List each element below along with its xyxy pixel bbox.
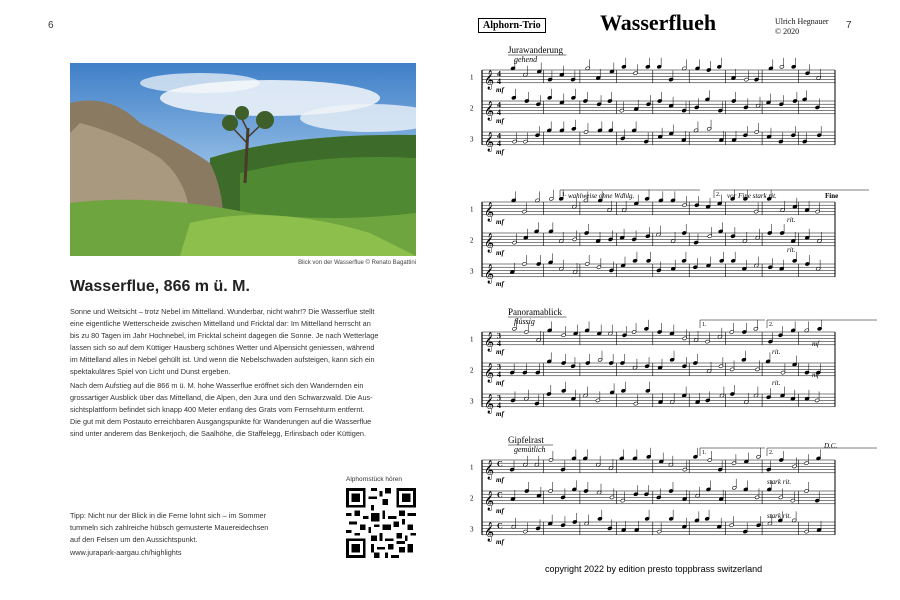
time-signature: 4 [497,369,501,379]
dynamic-marking: mf [496,248,504,257]
score-annotation: D.C. [824,442,838,450]
dynamic-marking: mf [496,279,504,288]
dynamic-marking: mf [496,116,504,125]
text-line: lassen sich so auf dem Küttiger Hausberg schönes Wetter und Alpensicht geniessen, während [70,343,375,352]
treble-clef: 𝄞 [484,100,495,120]
treble-clef: 𝄞 [484,362,495,382]
text-line: eine eigentliche Wetterscheide zwischen Mittelland und Fricktal dar: Im Mittelland herrscht an [70,319,371,328]
volta-number: 1. [702,450,707,456]
score-annotation: rit. [772,348,781,356]
volta-number: 2. [716,192,721,198]
volta-bracket [767,320,877,328]
qr-code[interactable] [346,488,416,558]
text-line: sichtsplattform befindet sich knapp 400 Meter entlang des Grats vom Fernsehturm entfernt. [70,405,365,414]
right-page-number: 7 [846,20,852,31]
dynamic-marking: mf [496,347,504,356]
text-line: Sonne und Weitsicht – trotz Nebel im Mittelland. Wunderbar, nicht wahr!? Die Wasserflue stellt [70,307,375,316]
text-line: Nach dem Aufstieg auf die 866 m ü. M. hohe Wasserflue eröffnet sich den Wandernden ein [70,381,364,390]
text-line: Die gut mit dem Postauto erreichbaren Ausgangspunkte für Wanderungen auf die Wasserflue [70,417,372,426]
staff-number: 3 [470,525,474,534]
dynamic-marking: mf [496,147,504,156]
dynamic-marking: mf [496,475,504,484]
treble-clef: 𝄞 [484,131,495,151]
text-line: grossartiger Ausblick über das Mittelland, die Alpen, den Jura und den Schwarzwald. Die Aus- [70,393,373,402]
staff-number: 3 [470,397,474,406]
intro-paragraph [70,306,417,378]
time-signature: 4 [497,131,501,141]
score-annotation: stark rit. [767,512,792,520]
music-score [440,40,900,570]
text-line: sind unter anderem das Benkerjoch, die Saalhöhe, die Staffelegg, Erlinsbach oder Küttigen. [70,429,366,438]
dynamic-marking: mf [496,217,504,226]
dynamic-marking: mf [496,85,504,94]
photo-caption: Blick von der Wasserflue © Renato Bagattini [298,260,416,266]
time-signature: 4 [497,100,501,110]
dynamic-marking: mf [496,506,504,515]
website-link[interactable]: www.jurapark-aargau.ch/highlights [70,548,182,557]
text-line: im Mittelland alles in Nebel gehüllt ist. Und wenn die Nebelschwaden aufsteigen, kann sich ein [70,355,375,364]
score-annotation: vor Fine stark rit. [727,192,777,200]
score-annotation: stark rit. [767,478,792,486]
staff-number: 2 [470,104,474,113]
dynamic-marking: mf [496,537,504,546]
volta-bracket [767,448,877,456]
staff-number: 1 [470,463,474,472]
score-annotation: Fine [825,192,839,200]
treble-clef: 𝄞 [484,521,495,541]
volta-number: 2. [769,450,774,456]
time-signature: 4 [497,69,501,79]
tempo-marking: gehend [514,55,538,64]
tempo-marking: flüssig [514,317,535,326]
treble-clef: 𝄞 [484,263,495,283]
copyright-notice: copyright 2022 by edition presto toppbrass switzerland [545,564,763,574]
staff-number: 2 [470,366,474,375]
time-signature: 4 [497,338,501,348]
left-page-number: 6 [48,20,54,31]
tempo-marking: gemütlich [514,445,546,454]
volta-number: 1. [562,192,567,198]
text-line: Tipp: Nicht nur der Blick in die Ferne lohnt sich – im Sommer [70,511,267,520]
time-signature: 4 [497,76,501,86]
staff-number: 1 [470,73,474,82]
text-line: tummeln sich zahlreiche hübsch gemusterte Mauereidechsen [70,523,269,532]
score-title: Wasserflueh [600,10,717,35]
score-annotation: rit. [787,246,796,254]
volta-number: 2. [769,322,774,328]
text-line: bis zu 80 Tagen im Jahr Hochnebel, im Fricktal scheint dagegen die Sonne. Je nach Wetterlage [70,331,379,340]
dynamic-marking: mf [496,409,504,418]
volta-number: 1. [702,322,707,328]
staff-number: 1 [470,205,474,214]
staff-number: 3 [470,135,474,144]
text-line: auf den Felsen um den Aussichtspunkt. [70,535,198,544]
time-signature: 3 [497,362,501,372]
landscape-photo [70,63,416,256]
score-annotation: mf [812,340,819,348]
staff-number: 2 [470,236,474,245]
time-signature: 4 [497,138,501,148]
score-annotation: wahlweise ohne Wdhlg. [568,192,635,200]
treble-clef: 𝄞 [484,69,495,89]
treble-clef: 𝄞 [484,490,495,510]
staff-number: 2 [470,494,474,503]
treble-clef: 𝄞 [484,331,495,351]
time-signature: 4 [497,107,501,117]
article-heading: Wasserflue, 866 m ü. M. [70,278,250,295]
score-annotation: rit. [787,216,796,224]
time-signature: 4 [497,400,501,410]
composer-name: Ulrich Hegnauer [775,17,829,26]
staff-number: 3 [470,267,474,276]
treble-clef: 𝄞 [484,459,495,479]
qr-label: Alphornstück hören [346,476,403,483]
section-heading: Gipfelrast [508,435,544,445]
staff-number: 1 [470,335,474,344]
composition-year: © 2020 [775,27,800,36]
description-paragraph [70,380,417,440]
treble-clef: 𝄞 [484,232,495,252]
volta-bracket [700,320,765,328]
section-heading: Panoramablick [508,307,562,317]
ensemble-label: Alphorn-Trio [478,18,546,33]
text-line: spektakuläres Spiel von Licht und Dunst ergeben. [70,367,231,376]
volta-bracket [700,448,765,456]
treble-clef: 𝄞 [484,201,495,221]
time-signature: 3 [497,331,501,341]
composer-block [775,17,829,37]
score-annotation: mf [812,371,819,379]
tip-text [70,510,330,546]
time-signature: C [497,459,503,469]
dynamic-marking: mf [496,378,504,387]
time-signature: C [497,490,503,500]
time-signature: 3 [497,393,501,403]
score-annotation: rit. [772,379,781,387]
time-signature: C [497,521,503,531]
section-heading: Jurawanderung [508,45,563,55]
treble-clef: 𝄞 [484,393,495,413]
